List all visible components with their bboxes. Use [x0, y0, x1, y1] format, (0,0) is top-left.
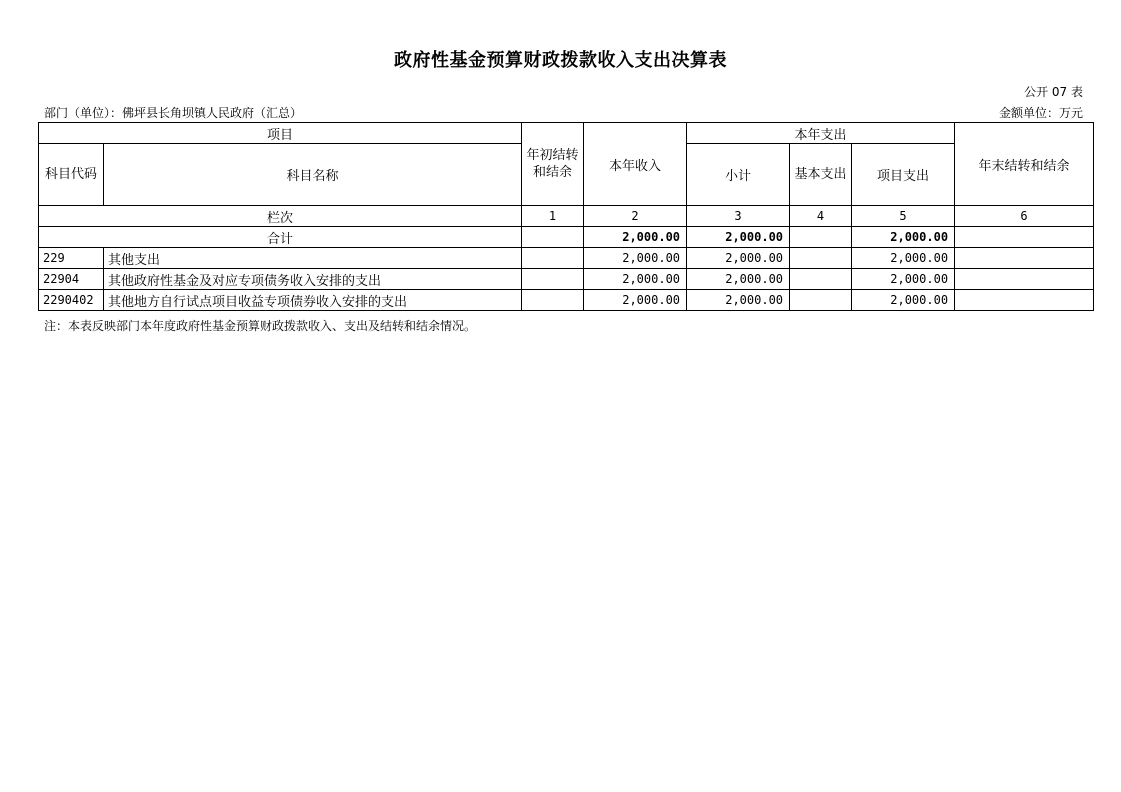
row-subtotal: 2,000.00 [687, 290, 790, 311]
table-row [39, 290, 1094, 311]
form-number: 公开 07 表 [1024, 85, 1083, 99]
header-ending-balance: 年末结转和结余 [955, 123, 1094, 206]
row-code: 2290402 [39, 290, 104, 311]
total-income: 2,000.00 [584, 227, 687, 248]
total-project: 2,000.00 [852, 227, 955, 248]
row-project: 2,000.00 [852, 248, 955, 269]
header-item: 项目 [39, 123, 522, 144]
row-ending [955, 290, 1094, 311]
header-expenditure: 本年支出 [687, 123, 955, 144]
row-opening [522, 290, 584, 311]
row-code: 229 [39, 248, 104, 269]
row-name: 其他政府性基金及对应专项债务收入安排的支出 [104, 269, 522, 290]
row-basic [790, 248, 852, 269]
table-row [39, 269, 1094, 290]
row-income: 2,000.00 [584, 248, 687, 269]
amount-unit-label: 金额单位：万元 [998, 106, 1083, 120]
column-number: 1 [522, 206, 584, 227]
header-code: 科目代码 [39, 144, 104, 206]
header-income: 本年收入 [584, 123, 687, 206]
row-basic [790, 269, 852, 290]
row-opening [522, 269, 584, 290]
report-title: 政府性基金预算财政拨款收入支出决算表 [394, 50, 727, 71]
table-row [39, 248, 1094, 269]
row-ending [955, 269, 1094, 290]
column-number: 6 [955, 206, 1094, 227]
total-label: 合计 [39, 227, 522, 248]
table-note: 注：本表反映部门本年度政府性基金预算财政拨款收入、支出及结转和结余情况。 [44, 319, 477, 333]
row-code: 22904 [39, 269, 104, 290]
total-ending [955, 227, 1094, 248]
total-opening [522, 227, 584, 248]
header-basic: 基本支出 [790, 144, 852, 206]
column-number: 3 [687, 206, 790, 227]
column-number: 2 [584, 206, 687, 227]
department-label: 部门（单位）：佛坪县长角坝镇人民政府（汇总） [44, 106, 303, 120]
row-subtotal: 2,000.00 [687, 248, 790, 269]
total-subtotal: 2,000.00 [687, 227, 790, 248]
row-project: 2,000.00 [852, 290, 955, 311]
column-row-label: 栏次 [39, 206, 522, 227]
header-opening-balance: 年初结转和结余 [522, 123, 584, 206]
row-income: 2,000.00 [584, 269, 687, 290]
row-basic [790, 290, 852, 311]
row-name: 其他支出 [104, 248, 522, 269]
row-subtotal: 2,000.00 [687, 269, 790, 290]
row-income: 2,000.00 [584, 290, 687, 311]
row-name: 其他地方自行试点项目收益专项债券收入安排的支出 [104, 290, 522, 311]
header-project: 项目支出 [852, 144, 955, 206]
column-number: 5 [852, 206, 955, 227]
header-name: 科目名称 [104, 144, 522, 206]
total-row [39, 227, 1094, 248]
row-project: 2,000.00 [852, 269, 955, 290]
header-subtotal: 小计 [687, 144, 790, 206]
column-number: 4 [790, 206, 852, 227]
row-ending [955, 248, 1094, 269]
row-opening [522, 248, 584, 269]
total-basic [790, 227, 852, 248]
column-number-row [39, 206, 1094, 227]
budget-table [38, 122, 1094, 311]
